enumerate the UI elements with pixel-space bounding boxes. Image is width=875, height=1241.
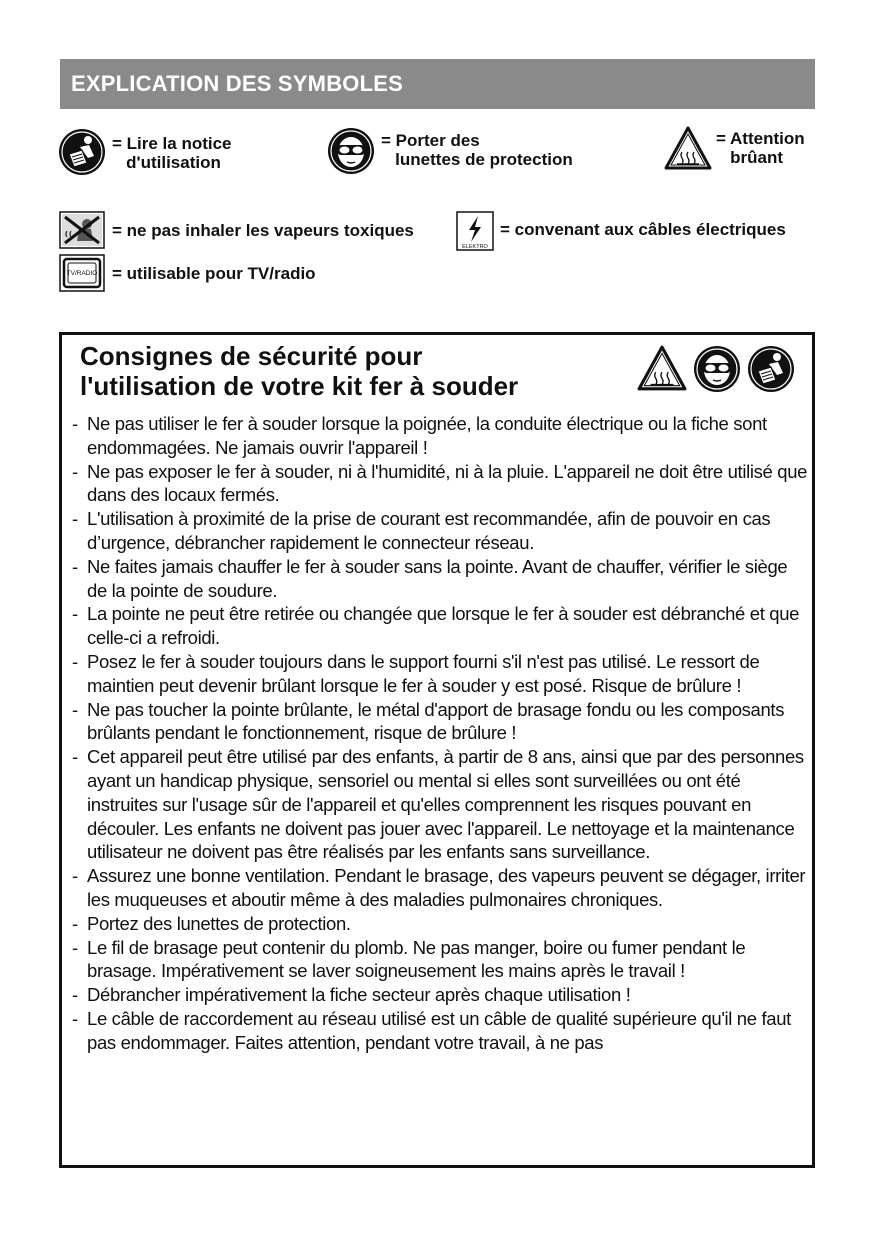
hot-surface-warning-icon (664, 126, 712, 170)
safety-rule: - Posez le fer à souder toujours dans le support fourni s'il n'est pas utilisé. Le ressort de maintien peut devenir brûlant lorsque le fer à souder y est posé. Risque de brûlure ! (70, 650, 810, 698)
symbol-tv-radio-label: = utilisable pour TV/radio (112, 264, 316, 283)
symbol-read-manual (58, 128, 232, 176)
safety-rule: - Portez des lunettes de protection. (70, 912, 810, 936)
symbol-hot-warning (664, 126, 805, 170)
safety-rule: - Le câble de raccordement au réseau utilisé est un câble de qualité supérieure qu'il ne faut pas endommager. Faites attention, pendant votre travail, à ne pas (70, 1007, 810, 1055)
safety-rule: - Le fil de brasage peut contenir du plomb. Ne pas manger, boire ou fumer pendant le brasage. Impérativement se laver soigneusement les mains après le travail ! (70, 936, 810, 984)
symbol-electro-cables-label: = convenant aux câbles électriques (500, 220, 786, 239)
symbol-tv-radio (59, 254, 316, 292)
safety-goggles-icon (327, 127, 375, 175)
symbol-no-fumes (59, 211, 414, 249)
section-title: EXPLICATION DES SYMBOLES (71, 71, 403, 96)
safety-goggles-icon (693, 345, 741, 393)
symbol-hot-warning-label: = Attention brûant (716, 129, 805, 167)
safety-rule: - Cet appareil peut être utilisé par des enfants, à partir de 8 ans, ainsi que par des personnes ayant un handicap physique, sensoriel ou mental si elles sont surveillées ou ont été instruites sur l'usage sûr de l'appareil et qu'elles comprennent les risques pouvant en découler. Les enfants ne doivent pas jouer avec l'appareil. Le nettoyage et la maintenance utilisateur ne doivent pas être réalisés par les enfants sans surveillance. (70, 745, 810, 864)
safety-rule: - Ne faites jamais chauffer le fer à souder sans la pointe. Avant de chauffer, vérifier le siège de la pointe de soudure. (70, 555, 810, 603)
symbol-read-manual-label: = Lire la notice d'utilisation (112, 134, 232, 172)
safety-instructions-box (59, 332, 815, 1168)
safety-rule: - L'utilisation à proximité de la prise de courant est recommandée, afin de pouvoir en cas d’urgence, débrancher rapidement le connecteur réseau. (70, 507, 810, 555)
symbol-goggles-label: = Porter des lunettes de protection (381, 131, 573, 169)
safety-rule: - La pointe ne peut être retirée ou changée que lorsque le fer à souder est débranché et que celle-ci a refroidi. (70, 602, 810, 650)
section-header (60, 59, 815, 109)
electro-badge-text: ELEKTRO (462, 244, 488, 250)
safety-rule: - Ne pas toucher la pointe brûlante, le métal d'apport de brasage fondu ou les composants brûlants pendant le fonctionnement, risque de brûlure ! (70, 698, 810, 746)
safety-rule: - Assurez une bonne ventilation. Pendant le brasage, des vapeurs peuvent se dégager, irriter les muqueuses et aboutir même à des maladies pulmonaires chroniques. (70, 864, 810, 912)
safety-title: Consignes de sécurité pour l'utilisation de votre kit fer à souder (80, 341, 519, 401)
safety-rule: - Ne pas utiliser le fer à souder lorsque la poignée, la conduite électrique ou la fiche sont endommagées. Ne jamais ouvrir l'appareil ! (70, 412, 810, 460)
safety-rule: - Débrancher impérativement la fiche secteur après chaque utilisation ! (70, 983, 810, 1007)
no-inhale-fumes-icon (59, 211, 105, 249)
tv-radio-icon (59, 254, 105, 292)
symbol-goggles (327, 127, 573, 175)
symbol-electro-cables (456, 211, 786, 251)
read-manual-icon (747, 345, 795, 393)
read-manual-icon (58, 128, 106, 176)
tv-badge-text: TV/RADIO (66, 270, 98, 277)
symbol-no-fumes-label: = ne pas inhaler les vapeurs toxiques (112, 221, 414, 240)
safety-rules-list (70, 412, 810, 1055)
safety-rule: - Ne pas exposer le fer à souder, ni à l'humidité, ni à la pluie. L'appareil ne doit être utilisé que dans des locaux fermés. (70, 460, 810, 508)
electro-cable-icon (456, 211, 494, 251)
hot-surface-warning-icon (637, 345, 687, 391)
safety-icons (637, 345, 795, 393)
